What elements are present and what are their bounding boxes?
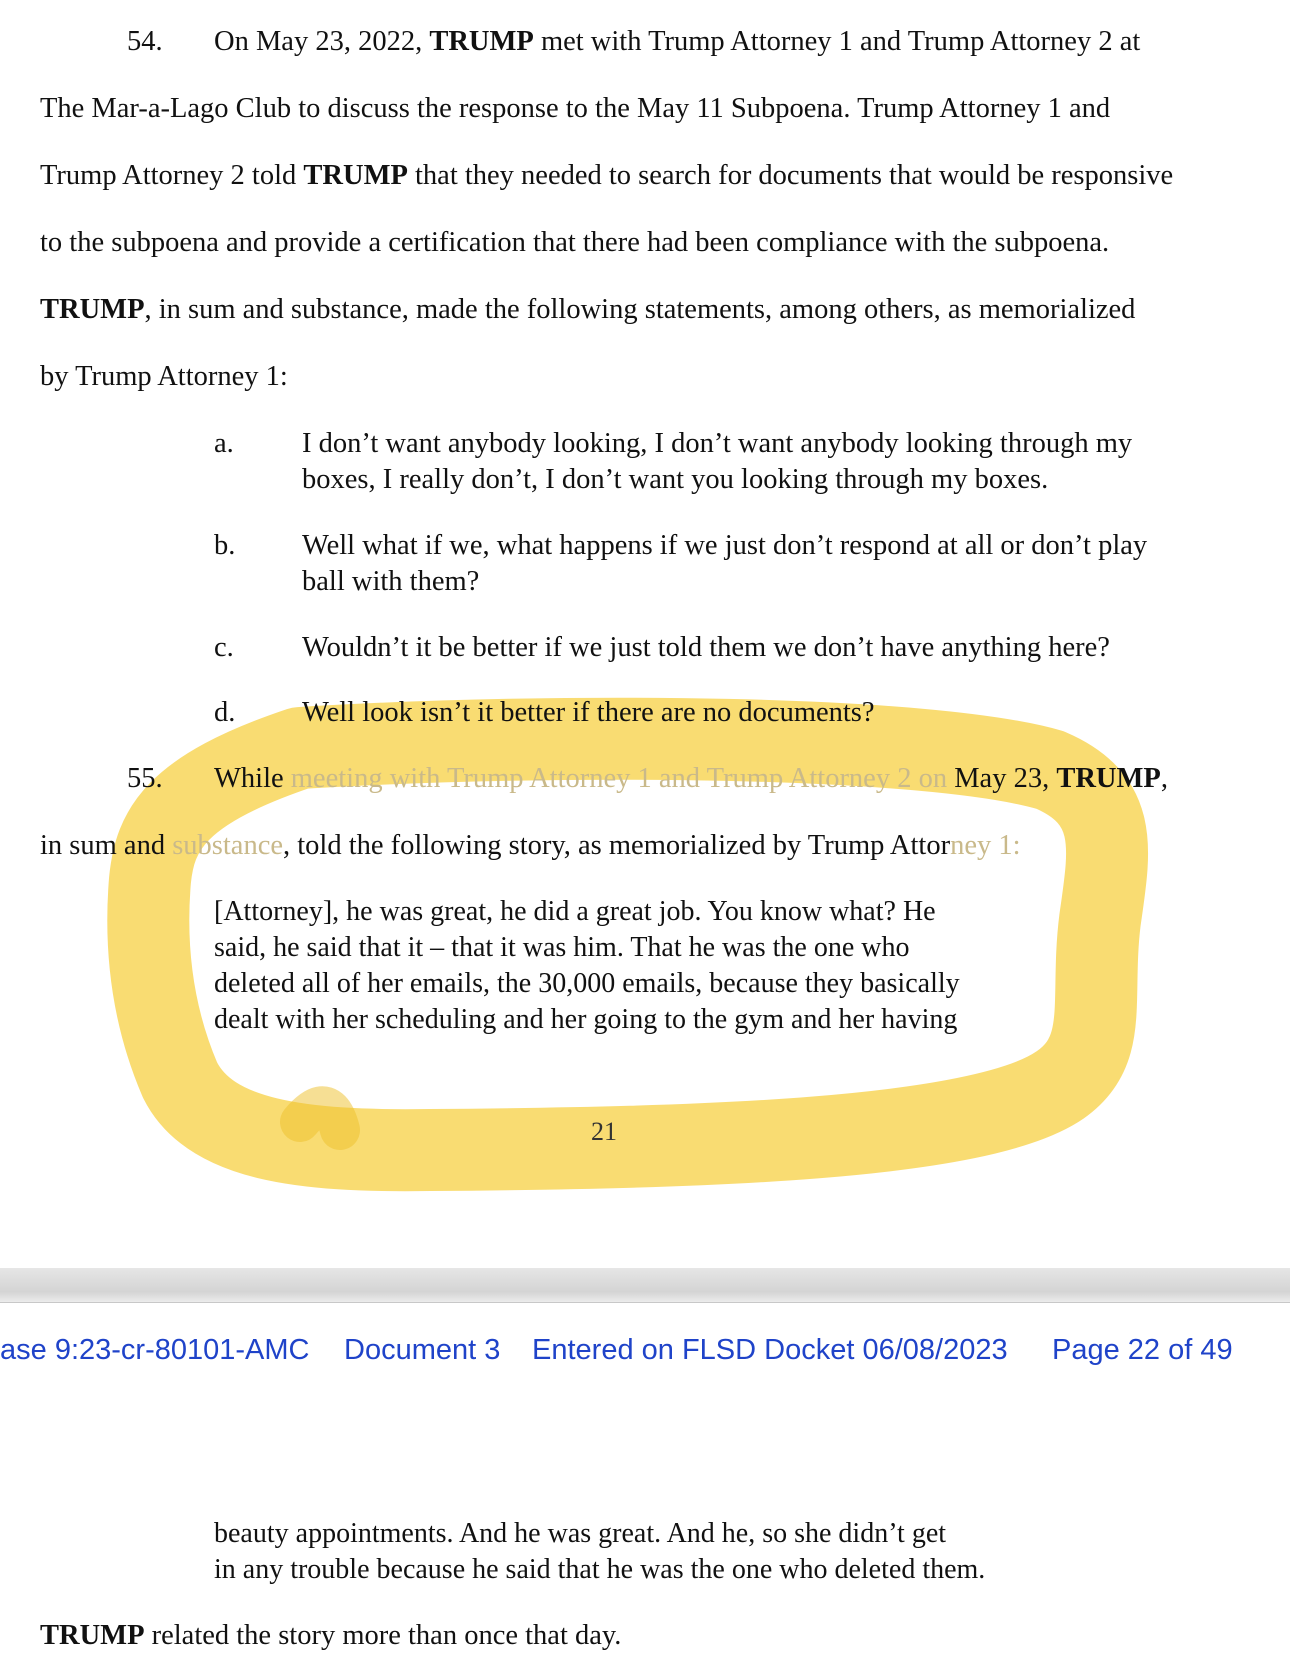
page-count: Page 22 of 49 xyxy=(1052,1334,1233,1366)
statement-line: ball with them? xyxy=(302,566,480,597)
quote-line: deleted all of her emails, the 30,000 emails, because they basically xyxy=(214,968,960,999)
statement-letter: c. xyxy=(214,632,234,663)
statement-line: Wouldn’t it be better if we just told them we don’t have anything here? xyxy=(302,632,1110,663)
quote-line: beauty appointments. And he was great. And he, so she didn’t get xyxy=(214,1518,947,1549)
quote-line: in any trouble because he said that he was the one who deleted them. xyxy=(214,1554,986,1585)
paragraph-line: While meeting with Trump Attorney 1 and Trump Attorney 2 on May 23, TRUMP, xyxy=(214,763,1168,794)
paragraph-line: to the subpoena and provide a certification that there had been compliance with the subpoena. xyxy=(40,227,1110,258)
quote-line: [Attorney], he was great, he did a great job. You know what? He xyxy=(214,896,936,927)
statement-line: Well look isn’t it better if there are no documents? xyxy=(302,697,875,728)
statement-line: Well what if we, what happens if we just don’t respond at all or don’t play xyxy=(302,530,1148,561)
paragraph-line: On May 23, 2022, TRUMP met with Trump Attorney 1 and Trump Attorney 2 at xyxy=(214,26,1141,57)
paragraph-line: by Trump Attorney 1: xyxy=(40,361,288,392)
docket-entry-date: Entered on FLSD Docket 06/08/2023 xyxy=(532,1334,1008,1366)
quote-line: dealt with her scheduling and her going to the gym and her having xyxy=(214,1004,958,1035)
statement-letter: a. xyxy=(214,428,234,459)
docket-header xyxy=(0,1330,1290,1370)
statement-letter: d. xyxy=(214,697,236,728)
paragraph-line: TRUMP, in sum and substance, made the following statements, among others, as memorialized xyxy=(40,294,1136,325)
statement-line: boxes, I really don’t, I don’t want you looking through my boxes. xyxy=(302,464,1049,495)
paragraph-line: Trump Attorney 2 told TRUMP that they needed to search for documents that would be responsive xyxy=(40,160,1174,191)
page-break-divider xyxy=(0,1268,1290,1303)
closing-sentence: TRUMP related the story more than once that day. xyxy=(40,1620,622,1651)
paragraph-line: in sum and substance, told the following story, as memorialized by Trump Attorney 1: xyxy=(40,830,1021,861)
document-number: Document 3 xyxy=(344,1334,501,1366)
quote-line: said, he said that it – that it was him. That he was the one who xyxy=(214,932,910,963)
statement-line: I don’t want anybody looking, I don’t want anybody looking through my xyxy=(302,428,1133,459)
paragraph-number: 55. xyxy=(127,763,163,794)
page-number: 21 xyxy=(591,1117,617,1146)
paragraph-line: The Mar-a-Lago Club to discuss the response to the May 11 Subpoena. Trump Attorney 1 and xyxy=(40,93,1111,124)
statement-letter: b. xyxy=(214,530,236,561)
case-number: ase 9:23-cr-80101-AMC xyxy=(0,1334,310,1366)
paragraph-number: 54. xyxy=(127,26,163,57)
